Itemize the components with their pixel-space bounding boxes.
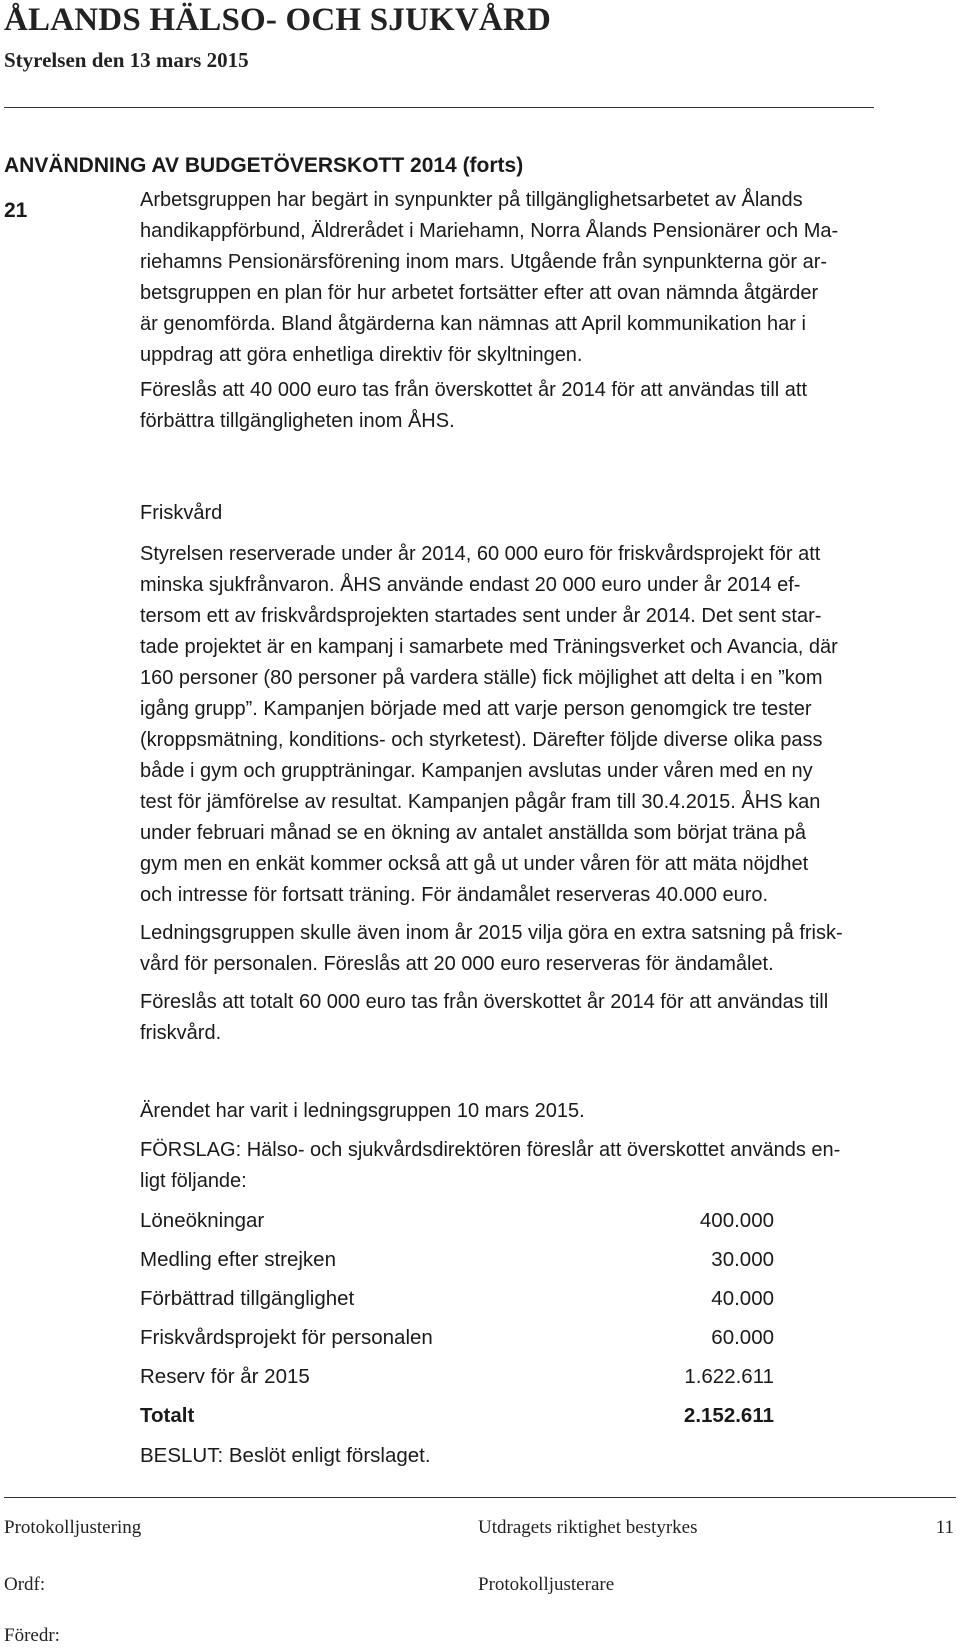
footer-protokolljustering: Protokolljustering (4, 1517, 142, 1538)
footer-ordf: Ordf: (4, 1574, 46, 1595)
footer-justerare: Protokolljusterare (478, 1574, 615, 1595)
text-line: både i gym och gruppträningar. Kampanjen avslutas under våren med en ny (140, 760, 813, 782)
text-line: minska sjukfrånvaron. ÅHS använde endast 20 000 euro under år 2014 ef- (140, 574, 801, 596)
section-heading: ANVÄNDNING AV BUDGETÖVERSKOTT 2014 (forts) (4, 154, 524, 177)
header-divider (4, 107, 874, 108)
proposal-paragraph (140, 1135, 940, 1197)
text-line: gym men en enkät kommer också att gå ut under våren för att mäta nöjdhet (140, 853, 809, 875)
intro-paragraph (140, 185, 940, 371)
budget-amount: 1.622.611 (684, 1365, 774, 1388)
text-line: förbättra tillgängligheten inom ÅHS. (140, 410, 455, 432)
wellness-heading: Friskvård (140, 502, 223, 524)
text-line: handikappförbund, Äldrerådet i Mariehamn, Norra Ålands Pensionärer och Ma- (140, 220, 839, 242)
budget-label: Löneökningar (140, 1209, 265, 1232)
text-line: 160 personer (80 personer på vardera ställe) fick möjlighet att delta i en ”kom (140, 667, 823, 689)
budget-total-amount: 2.152.611 (683, 1404, 774, 1427)
budget-label: Medling efter strejken (140, 1248, 336, 1271)
footer-divider (4, 1497, 956, 1498)
wellness-proposal (140, 987, 940, 1049)
footer-certified: Utdragets riktighet bestyrkes (478, 1517, 698, 1538)
footer-foredr: Föredr: (4, 1625, 60, 1646)
page-number: 11 (935, 1517, 954, 1538)
text-line: test för jämförelse av resultat. Kampanjen pågår fram till 30.4.2015. ÅHS kan (140, 791, 821, 813)
meeting-date: Styrelsen den 13 mars 2015 (4, 48, 249, 72)
budget-amount: 40.000 (711, 1287, 774, 1310)
text-line: och intresse för fortsatt träning. För ändamålet reserveras 40.000 euro. (140, 884, 769, 906)
decision-text: BESLUT: Beslöt enligt förslaget. (140, 1444, 431, 1467)
text-line: betsgruppen en plan för hur arbetet fortsätter efter att ovan nämnda åtgärder (140, 282, 819, 304)
wellness-paragraph (140, 539, 940, 911)
text-line: är genomförda. Bland åtgärderna kan nämnas att April kommunikation har i (140, 313, 806, 335)
text-line: ligt följande: (140, 1170, 247, 1192)
handled-note: Ärendet har varit i ledningsgruppen 10 mars 2015. (140, 1100, 585, 1122)
management-paragraph (140, 918, 940, 980)
text-line: Arbetsgruppen har begärt in synpunkter på tillgänglighetsarbetet av Ålands (140, 189, 803, 211)
text-line: uppdrag att göra enhetliga direktiv för skyltningen. (140, 344, 583, 366)
budget-label: Friskvårdsprojekt för personalen (140, 1326, 433, 1349)
organization-title: ÅLANDS HÄLSO- OCH SJUKVÅRD (4, 2, 552, 38)
text-line: Ledningsgruppen skulle även inom år 2015 vilja göra en extra satsning på frisk- (140, 922, 843, 944)
text-line: friskvård. (140, 1022, 222, 1044)
budget-label: Förbättrad tillgänglighet (140, 1287, 355, 1310)
text-line: Föreslås att 40 000 euro tas från överskottet år 2014 för att användas till att (140, 379, 808, 401)
budget-amount: 30.000 (711, 1248, 774, 1271)
text-line: riehamns Pensionärsförening inom mars. Utgående från synpunkterna gör ar- (140, 251, 828, 273)
budget-total-label: Totalt (140, 1404, 195, 1427)
text-line: under februari månad se en ökning av antalet anställda som börjat träna på (140, 822, 806, 844)
text-line: (kroppsmätning, konditions- och styrketest). Därefter följde diverse olika pass (140, 729, 823, 751)
budget-amount: 400.000 (699, 1209, 774, 1232)
accessibility-proposal (140, 375, 940, 437)
text-line: tersom ett av friskvårdsprojekten startades sent under år 2014. Det sent star- (140, 605, 822, 627)
item-number: 21 (4, 199, 28, 222)
text-line: Styrelsen reserverade under år 2014, 60 000 euro för friskvårdsprojekt för att (140, 543, 821, 565)
text-line: igång grupp”. Kampanjen började med att varje person genomgick tre tester (140, 698, 812, 720)
text-line: Föreslås att totalt 60 000 euro tas från överskottet år 2014 för att användas till (140, 991, 829, 1013)
budget-amount: 60.000 (711, 1326, 774, 1349)
budget-label: Reserv för år 2015 (140, 1365, 310, 1388)
text-line: tade projektet är en kampanj i samarbete med Träningsverket och Avancia, där (140, 636, 838, 658)
text-line: vård för personalen. Föreslås att 20 000 euro reserveras för ändamålet. (140, 953, 774, 975)
text-line: FÖRSLAG: Hälso- och sjukvårdsdirektören föreslår att överskottet används en- (140, 1139, 841, 1161)
